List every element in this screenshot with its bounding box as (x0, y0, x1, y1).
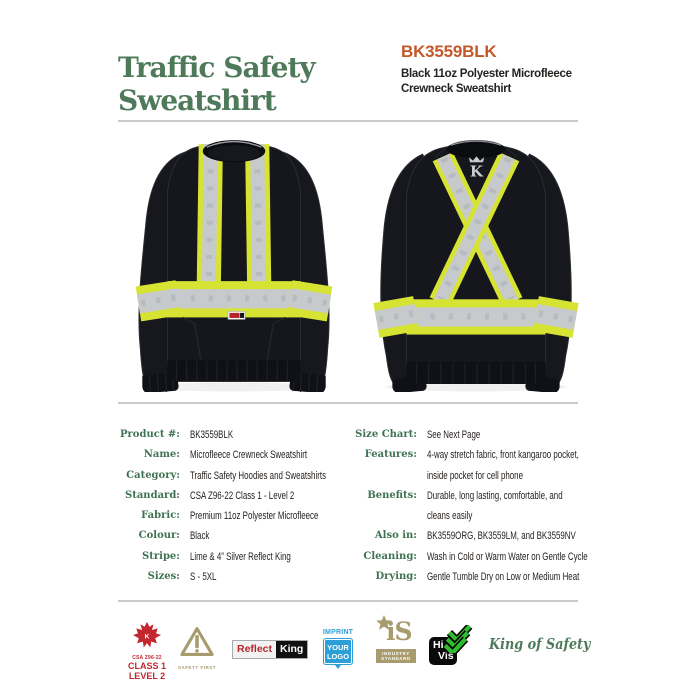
spec-value: Premium 11oz Polyester Microfleece (190, 510, 319, 523)
spec-row-standard (118, 486, 353, 506)
spec-label: Name: (143, 449, 180, 461)
spec-list-left (118, 425, 353, 587)
spec-label: Fabric: (141, 510, 180, 522)
industry-standard-monogram: iS (386, 617, 412, 646)
product-subtitle (401, 67, 572, 97)
spec-label: Colour: (138, 530, 180, 542)
king-of-safety-tagline: King of Safety (489, 636, 591, 653)
spec-row-category (118, 466, 353, 486)
page-title-line1: Traffic Safety (118, 50, 315, 84)
warning-triangle-icon (178, 626, 216, 658)
spec-row-colour (118, 526, 353, 546)
spec-value: Microfleece Crewneck Sweatshirt (190, 449, 308, 462)
spec-value: Gentle Tumble Dry on Low or Medium Heat (427, 571, 580, 584)
industry-standard-caption1: INDUSTRY (382, 650, 410, 656)
spec-label: Stripe: (142, 550, 180, 562)
spec-row-benefits (345, 486, 590, 527)
spec-label: Category: (126, 469, 180, 481)
spec-value: S - 5XL (190, 571, 217, 584)
spec-label: Size Chart: (355, 429, 417, 440)
safety-first-badge (175, 626, 219, 670)
spec-value: CSA Z96-22 Class 1 - Level 2 (190, 489, 295, 502)
hi-vis-badge (429, 627, 477, 671)
spec-value: Lime & 4” Silver Reflect King (190, 550, 291, 563)
product-subtitle-line1: Black 11oz Polyester Microfleece (401, 68, 572, 80)
safety-first-caption: SAFETY FIRST (178, 665, 216, 670)
hi-vis-text-top: Hi (433, 639, 444, 651)
reflect-king-logo-left: Reflect (233, 641, 276, 658)
imprint-your-logo-badge (318, 629, 358, 669)
spec-row-fabric (118, 506, 353, 526)
spec-row-sizes (118, 567, 353, 587)
product-photo-back (362, 130, 590, 397)
product-photo-front (120, 130, 348, 397)
spec-label: Product #: (120, 429, 180, 440)
spec-row-also-in (345, 526, 590, 546)
maple-leaf-icon (132, 621, 162, 649)
product-subtitle-line2: Crewneck Sweatshirt (401, 83, 511, 95)
industry-standard-monogram-wrap (374, 617, 418, 647)
sweatshirt-back-illustration (362, 130, 590, 392)
imprint-line1: YOUR (327, 642, 349, 652)
csa-standard-text: CSA Z96-22 (132, 655, 162, 661)
spec-label: Features: (364, 449, 417, 461)
csa-level-text: LEVEL 2 (128, 671, 166, 681)
spec-value: Durable, long lasting, comfortable, and cleans easily (427, 489, 563, 523)
imprint-box (323, 638, 353, 665)
spec-row-cleaning (345, 547, 590, 567)
spec-label: Standard: (124, 489, 180, 501)
spec-row-product-number (118, 425, 353, 445)
spec-value: BK3559ORG, BK3559LM, and BK3559NV (427, 530, 576, 543)
back-monogram-letter: K (469, 162, 484, 181)
spec-label: Cleaning: (363, 550, 417, 562)
spec-row-stripe (118, 547, 353, 567)
spec-value: Black (190, 530, 210, 543)
svg-text:K: K (144, 633, 150, 641)
hi-vis-text-bottom: Vis (438, 650, 454, 662)
spec-row-size-chart (345, 425, 590, 445)
spec-value: BK3559BLK (190, 429, 234, 441)
industry-standard-caption2: STANDARD (381, 656, 411, 661)
product-code: BK3559BLK (401, 42, 497, 61)
industry-standard-caption-box (376, 649, 416, 663)
spec-label: Benefits: (367, 489, 417, 501)
page-title (118, 51, 315, 117)
spec-row-name (118, 445, 353, 465)
reflect-king-tag (228, 311, 245, 319)
spec-label: Sizes: (147, 571, 180, 583)
reflect-king-logo-right: King (276, 641, 307, 658)
csa-certification-badge (120, 621, 174, 681)
csa-class-text: CLASS 1 (127, 661, 166, 671)
spec-value: Wash in Cold or Warm Water on Gentle Cycle (427, 550, 588, 563)
spec-row-features (345, 445, 590, 486)
spec-value: 4-way stretch fabric, front kangaroo pocket, inside pocket for cell phone (427, 449, 579, 482)
spec-label: Drying: (375, 571, 417, 583)
double-checkmark-icon (443, 625, 475, 653)
spec-value: Traffic Safety Hoodies and Sweatshirts (190, 469, 327, 482)
spec-value: See Next Page (427, 429, 481, 441)
photos-divider (118, 402, 578, 404)
sweatshirt-front-illustration (120, 130, 348, 392)
header-divider (118, 120, 578, 122)
industry-standard-badge (374, 617, 418, 663)
specs-divider (118, 600, 578, 602)
imprint-heading: IMPRINT (322, 629, 354, 636)
reflect-king-logo (232, 640, 308, 659)
spec-list-right (345, 425, 590, 587)
crown-k-monogram (469, 156, 484, 180)
page-title-line2: Sweatshirt (118, 83, 276, 117)
imprint-line2: LOGO (326, 651, 350, 661)
spec-row-drying (345, 567, 590, 587)
imprint-pen-nib (335, 665, 341, 669)
spec-label: Also in: (374, 530, 417, 542)
